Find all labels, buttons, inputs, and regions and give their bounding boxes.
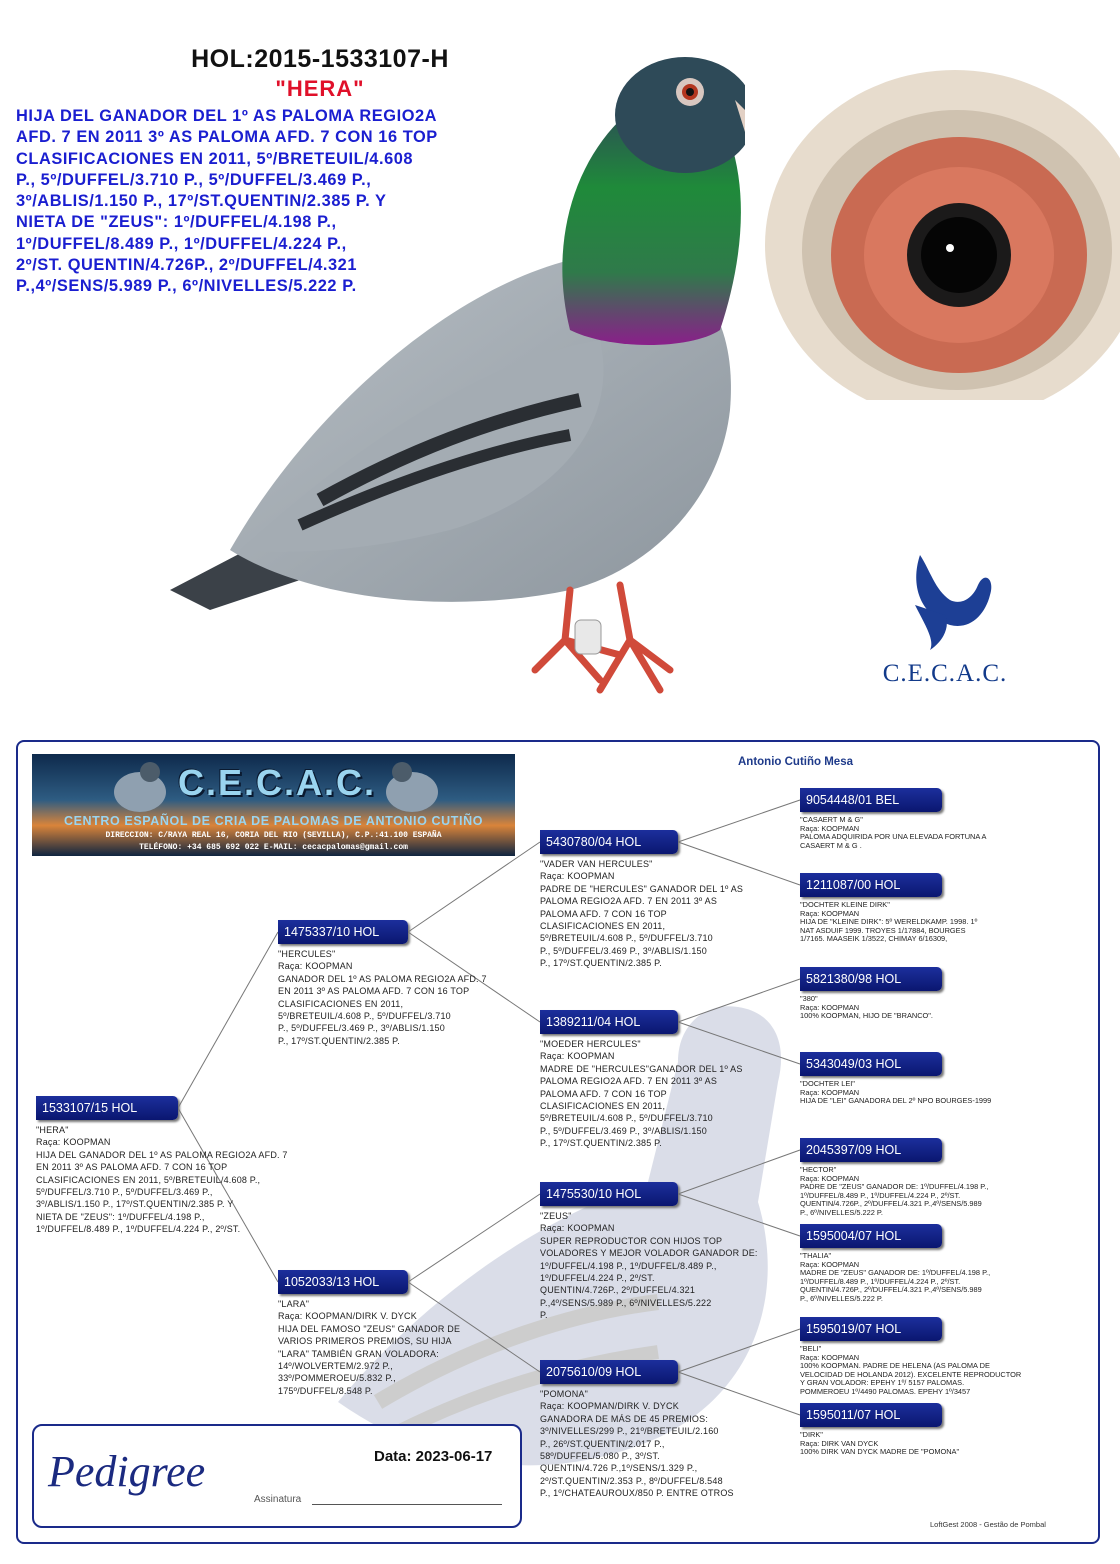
headline-line: 2º/ST. QUENTIN/4.726P., 2º/DUFFEL/4.321	[16, 256, 358, 275]
info-line: P., 26º/ST.QUENTIN/2.017 P.,	[540, 1438, 665, 1449]
sd-info	[540, 1038, 770, 1150]
info-line: "DIRK"	[800, 1430, 823, 1439]
pedigree-logo-text: Pedigree	[48, 1447, 206, 1496]
info-line: 58º/DUFFEL/5.080 P., 3º/ST.	[540, 1451, 660, 1462]
info-line: Raça: KOOPMAN	[540, 1051, 615, 1062]
g8-ring-box[interactable]: 1595011/07 HOL	[800, 1403, 942, 1427]
info-line: P., 17º/ST.QUENTIN/2.385 P.	[278, 1035, 400, 1046]
info-line: "DOCHTER LEI"	[800, 1079, 855, 1088]
headline-line: P., 5º/DUFFEL/3.710 P., 5º/DUFFEL/3.469 P.,	[16, 170, 372, 189]
g1-info	[800, 816, 1090, 850]
info-line: "DOCHTER KLEINE DIRK"	[800, 900, 890, 909]
g1-ring-box[interactable]: 9054448/01 BEL	[800, 788, 942, 812]
info-line: VOLADORES Y MEJOR VOLADOR GANADOR DE:	[540, 1248, 758, 1259]
info-line: 100% DIRK VAN DYCK MADRE DE "POMONA"	[800, 1447, 960, 1456]
info-line: MADRE DE "ZEUS" GANADOR DE: 1º/DUFFEL/4.198 P.,	[800, 1268, 991, 1277]
info-line: 5º/BRETEUIL/4.608 P., 5º/DUFFEL/3.710	[540, 1113, 713, 1124]
info-line: "CASAERT M & G"	[800, 815, 863, 824]
info-line: "VADER VAN HERCULES"	[540, 859, 653, 869]
info-line: "HERA"	[36, 1125, 69, 1135]
info-line: QUENTIN/4.726P., 2º/DUFFEL/4.321	[540, 1285, 696, 1296]
pedigree-signature-box	[32, 1424, 522, 1528]
info-line: QUENTIN/4.726 P.,1º/SENS/1.329 P.,	[540, 1463, 698, 1474]
info-line: Raça: KOOPMAN	[540, 871, 615, 882]
info-line: Raça: KOOPMAN	[800, 823, 860, 833]
info-line: P., 6º/NIVELLES/5.222 P.	[800, 1293, 883, 1303]
info-line: Raça: KOOPMAN	[800, 1087, 860, 1097]
info-line: 1º/DUFFEL/8.489 P., 1º/DUFFEL/4.224 P., 2º/ST.	[36, 1224, 241, 1235]
info-line: P., 1º/CHATEAUROUX/850 P. ENTRE OTROS	[540, 1488, 734, 1499]
info-line: EN 2011 3º AS PALOMA AFD. 7 CON 16 TOP	[36, 1162, 228, 1173]
info-line: 175º/DUFFEL/8.548 P.	[278, 1385, 373, 1396]
signature-line[interactable]	[312, 1504, 502, 1505]
banner-title: C.E.C.A.C.	[177, 762, 376, 803]
info-line: 1º/DUFFEL/4.224 P., 2º/ST.	[540, 1273, 655, 1284]
dam-info	[278, 1298, 508, 1397]
info-line: Raça: KOOPMAN	[800, 1173, 860, 1183]
info-line: Y GRAN VOLADOR: EPEHY 1º/ 5157 PALOMAS.	[800, 1378, 965, 1387]
headline-line: CLASIFICACIONES EN 2011, 5º/BRETEUIL/4.608	[16, 149, 414, 168]
bird-name: "HERA"	[275, 76, 365, 101]
ring-title: HOL:2015-1533107-H	[191, 45, 449, 73]
info-line: 1º/DUFFEL/4.198 P., 1º/DUFFEL/8.489 P.,	[540, 1260, 717, 1271]
info-line: PALOMA AFD. 7 CON 16 TOP	[540, 908, 667, 919]
info-line: 3º/NIVELLES/299 P., 21º/BRETEUIL/2.160	[540, 1426, 719, 1437]
owner-name: Antonio Cutiño Mesa	[738, 756, 853, 768]
headline-line: 3º/ABLIS/1.150 P., 17º/ST.QUENTIN/2.385 P. Y	[16, 192, 387, 211]
headline-line: AFD. 7 EN 2011 3º AS PALOMA AFD. 7 CON 16 TOP	[16, 128, 438, 147]
info-line: "380"	[800, 994, 818, 1003]
info-line: 33º/POMMEROEU/5.832 P.,	[278, 1373, 396, 1384]
info-line: 5º/BRETEUIL/4.608 P., 5º/DUFFEL/3.710	[278, 1011, 451, 1022]
info-line: 5º/BRETEUIL/4.608 P., 5º/DUFFEL/3.710	[540, 933, 713, 944]
info-line: CLASIFICACIONES EN 2011,	[278, 998, 404, 1009]
info-line: "ZEUS"	[540, 1211, 572, 1221]
dd-ring-box[interactable]: 2075610/09 HOL	[540, 1360, 678, 1384]
pigeon-photo	[150, 30, 790, 700]
headline-line: P.,4º/SENS/5.989 P., 6º/NIVELLES/5.222 P.	[16, 277, 357, 296]
subject-info	[36, 1124, 336, 1236]
info-line: CASAERT M & G .	[800, 840, 862, 850]
info-line: P., 6º/NIVELLES/5.222 P.	[800, 1207, 883, 1217]
info-line: CLASIFICACIONES EN 2011, 5º/BRETEUIL/4.608 P.,	[36, 1174, 261, 1185]
sire-ring-box[interactable]: 1475337/10 HOL	[278, 920, 408, 944]
info-line: P., 5º/DUFFEL/3.469 P., 3º/ABLIS/1.150	[540, 945, 707, 956]
info-line: HIJA DEL FAMOSO "ZEUS" GANADOR DE	[278, 1323, 461, 1334]
info-line: QUENTIN/4.726P., 2º/DUFFEL/4.321 P.,4º/SENS/5.989	[800, 1285, 982, 1294]
info-line: SUPER REPRODUCTOR CON HIJOS TOP	[540, 1235, 723, 1246]
info-line: P., 17º/ST.QUENTIN/2.385 P.	[540, 1138, 662, 1149]
info-line: "MOEDER HERCULES"	[540, 1039, 641, 1049]
footer-credit: LoftGest 2008 - Gestão de Pombal	[930, 1520, 1046, 1529]
info-line: Raça: KOOPMAN	[278, 961, 353, 972]
date-label: Data: 2023-06-17	[374, 1448, 493, 1465]
info-line: P.,4º/SENS/5.989 P., 6º/NIVELLES/5.222	[540, 1297, 712, 1308]
ds-info	[540, 1210, 775, 1322]
info-line: PALOMA ADQUIRIDA POR UNA ELEVADA FORTUNA A	[800, 832, 987, 841]
info-line: Raça: KOOPMAN	[540, 1223, 615, 1234]
info-line: 100% KOOPMAN. PADRE DE HELENA (AS PALOMA DE	[800, 1361, 990, 1370]
info-line: CLASIFICACIONES EN 2011,	[540, 1101, 666, 1112]
info-line: HIJA DEL GANADOR DEL 1º AS PALOMA REGIO2A AFD. 7	[36, 1149, 288, 1160]
ds-ring-box[interactable]: 1475530/10 HOL	[540, 1182, 678, 1206]
info-line: HIJA DE "LEI" GANADORA DEL 2º NPO BOURGES-1999	[800, 1096, 992, 1105]
g7-ring-box[interactable]: 1595019/07 HOL	[800, 1317, 942, 1341]
info-line: 2º/ST.QUENTIN/2.353 P., 8º/DUFFEL/8.548	[540, 1475, 723, 1486]
info-line: "BELI"	[800, 1344, 822, 1353]
headline-line: NIETA DE "ZEUS": 1º/DUFFEL/4.198 P.,	[16, 213, 337, 232]
info-line: Raça: KOOPMAN/DIRK V. DYCK	[540, 1401, 679, 1412]
info-line: PALOMA REGIO2A AFD. 7 EN 2011 3º AS	[540, 1076, 718, 1087]
info-line: "LARA"	[278, 1299, 310, 1309]
info-line: "LARA" TAMBIÉN GRAN VOLADORA:	[278, 1348, 439, 1359]
info-line: EN 2011 3º AS PALOMA AFD. 7 CON 16 TOP	[278, 986, 470, 997]
sire-info	[278, 948, 508, 1047]
subject-ring-box[interactable]: 1533107/15 HOL	[36, 1096, 178, 1120]
info-line: P., 17º/ST.QUENTIN/2.385 P.	[540, 958, 662, 969]
ss-info	[540, 858, 770, 970]
dd-info	[540, 1388, 775, 1500]
info-line: P.	[540, 1310, 548, 1321]
headline-line: HIJA DEL GANADOR DEL 1º AS PALOMA REGIO2A	[16, 107, 438, 125]
dam-ring-box[interactable]: 1052033/13 HOL	[278, 1270, 408, 1294]
headline-line: 1º/DUFFEL/8.489 P., 1º/DUFFEL/4.224 P.,	[16, 234, 347, 253]
g3-info	[800, 995, 1090, 1021]
info-line: "HERCULES"	[278, 949, 336, 959]
info-line: Raça: KOOPMAN	[36, 1137, 111, 1148]
info-line: VELOCIDAD DE HOLANDA 2012). EXCELENTE REPRODUCTOR	[800, 1369, 1022, 1379]
logo-text: C.E.C.A.C.	[882, 660, 1008, 687]
pedigree-card	[16, 740, 1100, 1544]
g7-info	[800, 1345, 1090, 1396]
g3-ring-box[interactable]: 5821380/98 HOL	[800, 967, 942, 991]
info-line: 3º/ABLIS/1.150 P., 17º/ST.QUENTIN/2.385 P. Y	[36, 1199, 234, 1210]
info-line: NIETA DE "ZEUS": 1º/DUFFEL/4.198 P.,	[36, 1211, 205, 1222]
banner-contact: TELÉFONO: +34 685 692 022 E-MAIL: cecacpalomas@gmail.com	[139, 843, 408, 852]
info-line: Raça: KOOPMAN	[800, 1002, 860, 1012]
info-line: 1/7165. MAASEIK 1/3522, CHIMAY 6/16309,	[800, 934, 948, 943]
info-line: "THALIA"	[800, 1251, 832, 1260]
info-line: "POMONA"	[540, 1389, 588, 1399]
banner-address: DIRECCION: C/RAYA REAL 16, CORIA DEL RIO (SEVILLA), C.P.:41.100 ESPAÑA	[105, 831, 442, 840]
info-line: Raça: KOOPMAN	[800, 908, 860, 918]
g6-info	[800, 1252, 1090, 1303]
info-line: "HECTOR"	[800, 1165, 837, 1174]
banner-subtitle: CENTRO ESPAÑOL DE CRIA DE PALOMAS DE ANTONIO CUTIÑO	[63, 814, 484, 828]
info-line: PALOMA REGIO2A AFD. 7 EN 2011 3º AS	[540, 896, 718, 907]
signature-label: Assinatura	[254, 1494, 302, 1505]
info-line: PALOMA AFD. 7 CON 16 TOP	[540, 1088, 667, 1099]
info-line: P., 5º/DUFFEL/3.469 P., 3º/ABLIS/1.150	[278, 1023, 445, 1034]
info-line: QUENTIN/4.726P., 2º/DUFFEL/4.321 P.,4º/SENS/5.989	[800, 1199, 982, 1208]
info-line: PADRE DE "ZEUS" GANADOR DE: 1º/DUFFEL/4.198 P.,	[800, 1182, 989, 1191]
dove-logo-icon	[880, 545, 1010, 655]
info-line: HIJA DE "KLEINE DIRK": 5º WERELDKAMP. 1998. 1º	[800, 917, 978, 926]
sd-ring-box[interactable]: 1389211/04 HOL	[540, 1010, 678, 1034]
info-line: Raça: KOOPMAN	[800, 1259, 860, 1269]
info-line: GANADORA DE MÁS DE 45 PREMIOS:	[540, 1413, 709, 1424]
info-line: Raça: DIRK VAN DYCK	[800, 1438, 879, 1448]
info-line: PADRE DE "HERCULES" GANADOR DEL 1º AS	[540, 883, 744, 894]
g5-info	[800, 1166, 1090, 1217]
info-line: POMMEROEU 1º/4490 PALOMAS. EPEHY 1º/3457	[800, 1386, 971, 1396]
info-line: 1º/DUFFEL/8.489 P., 1º/DUFFEL/4.224 P., 2º/ST.	[800, 1276, 961, 1286]
info-line: MADRE DE "HERCULES"GANADOR DEL 1º AS	[540, 1063, 743, 1074]
info-line: 5º/DUFFEL/3.710 P., 5º/DUFFEL/3.469 P.,	[36, 1187, 213, 1198]
g4-info	[800, 1080, 1090, 1106]
g2-ring-box[interactable]: 1211087/00 HOL	[800, 873, 942, 897]
g6-ring-box[interactable]: 1595004/07 HOL	[800, 1224, 942, 1248]
eye-closeup-photo	[745, 0, 1120, 400]
info-line: VARIOS PRIMEROS PREMIOS, SU HIJA	[278, 1336, 452, 1347]
info-line: 1º/DUFFEL/8.489 P., 1º/DUFFEL/4.224 P., 2º/ST.	[800, 1190, 961, 1200]
info-line: Raça: KOOPMAN	[800, 1352, 860, 1362]
info-line: CLASIFICACIONES EN 2011,	[540, 921, 666, 932]
info-line: 14º/WOLVERTEM/2.972 P.,	[278, 1361, 393, 1372]
g8-info	[800, 1431, 1090, 1457]
info-line: Raça: KOOPMAN/DIRK V. DYCK	[278, 1311, 417, 1322]
g4-ring-box[interactable]: 5343049/03 HOL	[800, 1052, 942, 1076]
info-line: NAT ASDUIF 1999. TROYES 1/17884, BOURGES	[800, 925, 966, 935]
info-line: 100% KOOPMAN, HIJO DE "BRANCO".	[800, 1011, 933, 1020]
ss-ring-box[interactable]: 5430780/04 HOL	[540, 830, 678, 854]
g2-info	[800, 901, 1090, 944]
info-line: P., 5º/DUFFEL/3.469 P., 3º/ABLIS/1.150	[540, 1125, 707, 1136]
g5-ring-box[interactable]: 2045397/09 HOL	[800, 1138, 942, 1162]
info-line: GANADOR DEL 1º AS PALOMA REGIO2A AFD. 7	[278, 973, 487, 984]
